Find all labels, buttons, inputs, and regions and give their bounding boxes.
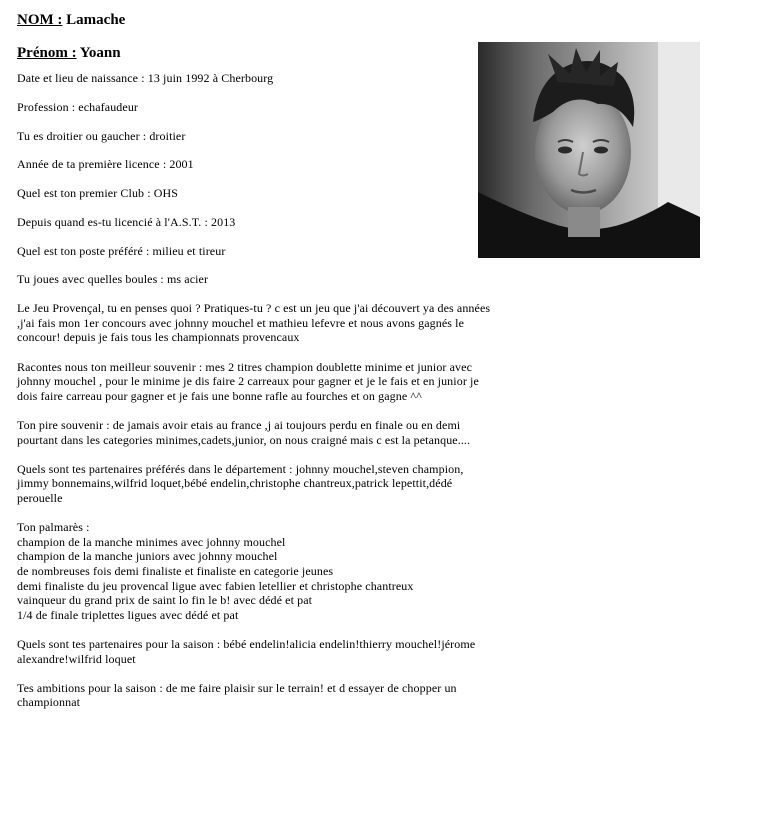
field-profession: Profession : echafaudeur [17, 99, 139, 114]
field-club: Quel est ton premier Club : OHS [17, 186, 179, 201]
palmares-item: demi finaliste du jeu provencal ligue avec fabien letellier et christophe chantreux [17, 578, 414, 593]
palmares-item: champion de la manche juniors avec johnny mouchel [17, 549, 278, 564]
palmares-item: de nombreuses fois demi finaliste et finaliste en categorie jeunes [17, 563, 334, 578]
palmares-title: Ton palmarès : [17, 520, 90, 535]
nom-value: Lamache [66, 12, 126, 28]
nom-label: NOM : [17, 12, 63, 28]
paragraph-ambitions: Tes ambitions pour la saison : de me faire plaisir sur le terrain! et d essayer de chopper un championnat [17, 680, 457, 710]
prenom-label: Prénom : [17, 45, 77, 61]
player-photo [478, 42, 700, 258]
field-main: Tu es droitier ou gaucher : droitier [17, 128, 186, 143]
prenom-heading [17, 43, 497, 63]
paragraph-partenaires-departement: Quels sont tes partenaires préférés dans le département : johnny mouchel,steven champion, jimmy bonnemains,wilfrid loquet,bébé endelin,christophe chantreux,patrick lepettit,dédé perouelle [17, 461, 464, 505]
paragraph-pire-souvenir: Ton pire souvenir : de jamais avoir etais au france ,j ai toujours perdu en finale ou en demi pourtant dans les categories minimes,cadets,junior, on nous craigné mais c est la petanque.... [17, 418, 471, 447]
player-portrait-image [478, 42, 700, 258]
palmares-item: vainqueur du grand prix de saint lo fin le b! avec dédé et pat [17, 593, 313, 608]
palmares-item: champion de la manche minimes avec johnny mouchel [17, 534, 286, 549]
palmares-item: 1/4 de finale triplettes ligues avec dédé et pat [17, 607, 239, 622]
field-naissance: Date et lieu de naissance : 13 juin 1992 à Cherbourg [17, 71, 274, 85]
field-licence: Année de ta première licence : 2001 [17, 157, 194, 172]
palmares-section [17, 520, 497, 622]
field-licencie: Depuis quand es-tu licencié à l'A.S.T. : 2013 [17, 214, 236, 229]
field-poste: Quel est ton poste préféré : milieu et tireur [17, 243, 226, 258]
prenom-value: Yoann [79, 45, 121, 61]
paragraph-jeu-provencal: Le Jeu Provençal, tu en penses quoi ? Pratiques-tu ? c est un jeu que j'ai découvert ya des années ,j'ai fais mon 1er concours avec johnny mouchel et mathieu lefevre et nous avons gagnés le concour! depuis je fais tous les championnats provencaux [17, 301, 491, 345]
player-profile [17, 10, 497, 724]
nom-heading [17, 10, 497, 30]
paragraph-meilleur-souvenir: Racontes nous ton meilleur souvenir : mes 2 titres champion doublette minime et junior avec johnny mouchel , pour le minime je dis faire 2 carreaux pour gagner et je le fais et en junior je dois faire carreau pour gagner et je fais une bonne rafle au fourches et on gagne ^^ [17, 359, 479, 403]
paragraph-partenaires-saison: Quels sont tes partenaires pour la saison : bébé endelin!alicia endelin!thierry mouchel!jérome alexandre!wilfrid loquet [17, 636, 476, 666]
field-boules: Tu joues avec quelles boules : ms acier [17, 272, 209, 287]
